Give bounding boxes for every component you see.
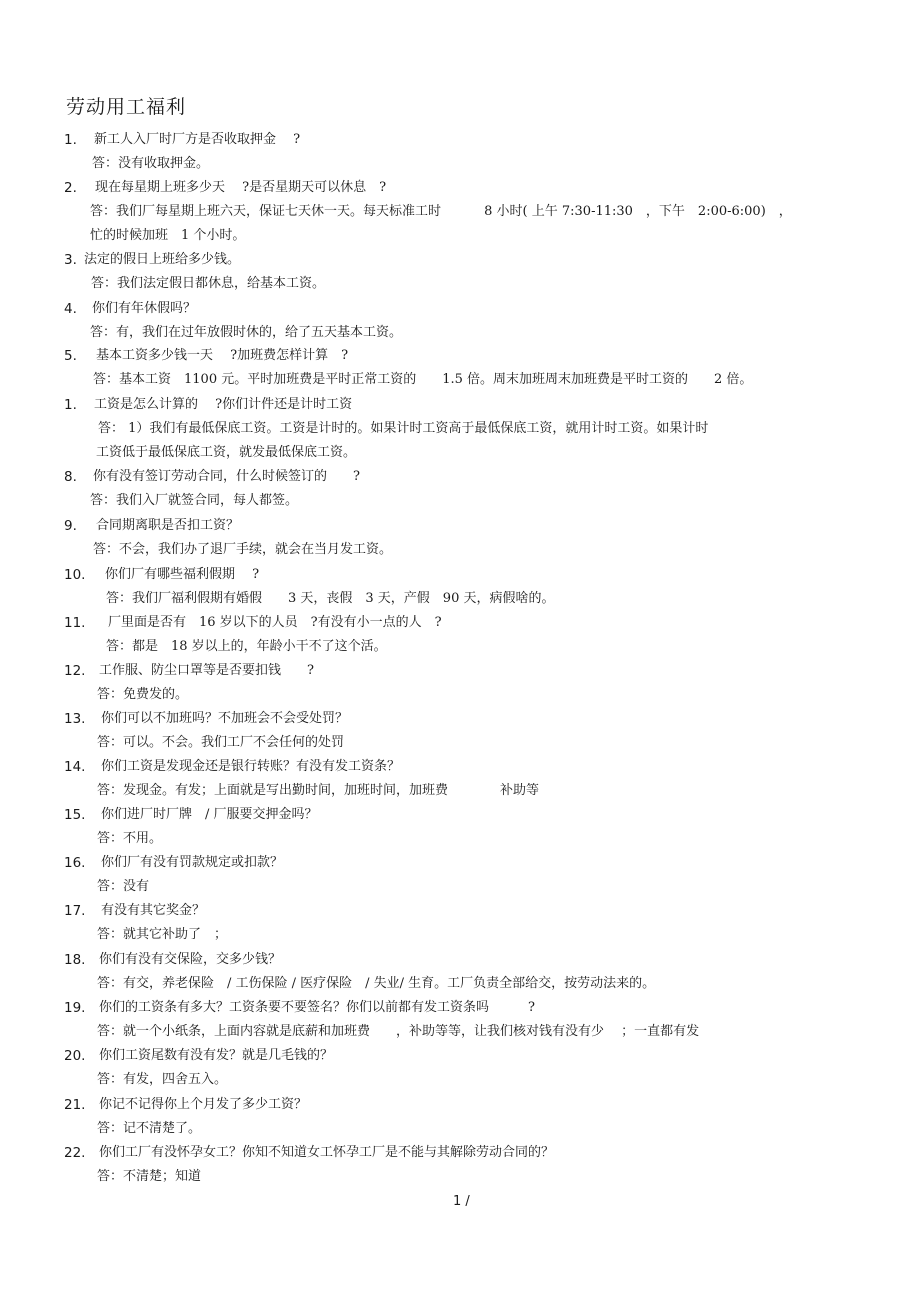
answer-text: 答：就一个小纸条，上面内容就是底薪和加班费 ，补助等等，让我们核对钱有没有少 ；一直都有发: [97, 1024, 700, 1039]
question-item: [64, 950, 282, 970]
question-item: [64, 998, 535, 1018]
answer-text: 答：不清楚；知道: [97, 1169, 202, 1184]
question-number: 5.: [64, 348, 77, 364]
question-text: 你们工资尾数有没有发？就是几毛钱的？: [99, 1048, 334, 1063]
question-number: 21.: [64, 1097, 86, 1113]
answer-text: 答：发现金。有发；上面就是写出勤时间，加班时间，加班费 补助等: [97, 783, 540, 798]
question-text: 你们可以不加班吗？不加班会不会受处罚？: [101, 711, 349, 726]
answer-text: 答：有，我们在过年放假时休的，给了五天基本工资。: [90, 325, 403, 340]
question-number: 19.: [64, 1000, 86, 1016]
question-item: [64, 516, 240, 536]
answer-text: 工资低于最低保底工资，就发最低保底工资。: [96, 445, 357, 460]
question-number: 1.: [64, 132, 77, 148]
question-text: 你们有年休假吗？: [92, 301, 197, 316]
question-text: 厂里面是否有 16 岁以下的人员 ?有没有小一点的人 ?: [108, 615, 442, 630]
question-item: [64, 250, 241, 270]
question-item: [64, 299, 197, 319]
answer-text: 答：没有收取押金。: [92, 156, 210, 171]
question-item: [64, 565, 260, 585]
answer-text: 答：我们厂福利假期有婚假 3 天，丧假 3 天，产假 90 天，病假啥的。: [106, 591, 555, 606]
question-text: 法定的假日上班给多少钱。: [84, 252, 241, 267]
page-number: 1 /: [453, 1194, 470, 1209]
question-number: 13.: [64, 711, 86, 727]
page-title: 劳动用工福利: [66, 96, 187, 118]
question-text: 你们厂有没有罚款规定或扣款？: [101, 855, 284, 870]
question-text: 合同期离职是否扣工资？: [96, 518, 240, 533]
answer-text: 答：都是 18 岁以上的，年龄小干不了这个活。: [106, 639, 387, 654]
question-number: 16.: [64, 855, 86, 871]
question-item: [64, 467, 360, 487]
answer-text: 忙的时候加班 1 个小时。: [90, 228, 246, 243]
question-item: [64, 613, 442, 633]
question-text: 现在每星期上班多少天 ?是否星期天可以休息 ?: [95, 180, 387, 195]
question-number: 4.: [64, 301, 77, 317]
question-number: 20.: [64, 1048, 86, 1064]
question-text: 新工人入厂时厂方是否收取押金 ?: [94, 132, 301, 147]
question-item: [64, 346, 349, 366]
answer-text: 答：可以。不会。我们工厂不会任何的处罚: [97, 735, 345, 750]
question-item: [64, 1046, 334, 1066]
answer-text: 答：有交，养老保险 / 工伤保险 / 医疗保险 / 失业/ 生育。工厂负责全部给交，按劳动法来的。: [97, 976, 656, 991]
question-text: 你们工厂有没怀孕女工？你知不知道女工怀孕工厂是不能与其解除劳动合同的？: [99, 1145, 555, 1160]
answer-text: 答：我们厂每星期上班六天，保证七天休一天。每天标准工时 8 小时( 上午 7:30-11:30 ，下午 2:00-6:00) ，: [90, 204, 792, 219]
question-number: 22.: [64, 1145, 86, 1161]
answer-text: 答：免费发的。: [97, 687, 189, 702]
answer-text: 答：不用。: [97, 831, 163, 846]
question-number: 9.: [64, 518, 77, 534]
question-number: 18.: [64, 952, 86, 968]
question-text: 工作服、防尘口罩等是否要扣钱 ?: [99, 663, 314, 678]
question-text: 你有没有签订劳动合同，什么时候签订的 ?: [93, 469, 360, 484]
question-number: 3.: [64, 252, 77, 268]
question-item: [64, 757, 401, 777]
question-number: 2.: [64, 180, 77, 196]
answer-text: 答：就其它补助了 ；: [97, 927, 228, 942]
question-item: [64, 709, 349, 729]
question-text: 工资是怎么计算的 ?你们计件还是计时工资: [94, 397, 353, 412]
answer-text: 答：我们法定假日都休息，给基本工资。: [91, 276, 326, 291]
answer-text: 答：记不清楚了。: [97, 1121, 202, 1136]
question-item: [64, 853, 284, 873]
question-text: 你们的工资条有多大？工资条要不要签名？你们以前都有发工资条吗 ?: [99, 1000, 535, 1015]
question-item: [64, 1095, 308, 1115]
question-text: 有没有其它奖金？: [101, 903, 206, 918]
question-text: 你们厂有哪些福利假期 ?: [105, 567, 260, 582]
question-number: 14.: [64, 759, 86, 775]
question-item: [64, 901, 206, 921]
question-text: 你们有没有交保险，交多少钱？: [99, 952, 282, 967]
question-item: [64, 395, 353, 415]
answer-text: 答：有发，四舍五入。: [97, 1072, 228, 1087]
question-number: 11.: [64, 615, 86, 631]
question-number: 12.: [64, 663, 86, 679]
question-number: 1.: [64, 397, 77, 413]
question-number: 8.: [64, 469, 77, 485]
question-item: [64, 805, 318, 825]
question-text: 你们进厂时厂牌 / 厂服要交押金吗？: [101, 807, 318, 822]
answer-text: 答：基本工资 1100 元。平时加班费是平时正常工资的 1.5 倍。周末加班周末加班费是平时工资的 2 倍。: [93, 372, 753, 387]
question-item: [64, 178, 387, 198]
answer-text: 答：不会，我们办了退厂手续，就会在当月发工资。: [93, 542, 393, 557]
answer-text: 答：我们入厂就签合同，每人都签。: [90, 493, 299, 508]
answer-text: 答： 1）我们有最低保底工资。工资是计时的。如果计时工资高于最低保底工资，就用计时工资。如果计时: [98, 421, 709, 436]
question-item: [64, 130, 301, 150]
question-number: 15.: [64, 807, 86, 823]
question-item: [64, 661, 314, 681]
question-number: 10.: [64, 567, 86, 583]
question-text: 基本工资多少钱一天 ?加班费怎样计算 ?: [96, 348, 349, 363]
question-number: 17.: [64, 903, 86, 919]
answer-text: 答：没有: [97, 879, 150, 894]
question-text: 你记不记得你上个月发了多少工资？: [99, 1097, 308, 1112]
question-item: [64, 1143, 555, 1163]
question-text: 你们工资是发现金还是银行转账？有没有发工资条？: [101, 759, 401, 774]
